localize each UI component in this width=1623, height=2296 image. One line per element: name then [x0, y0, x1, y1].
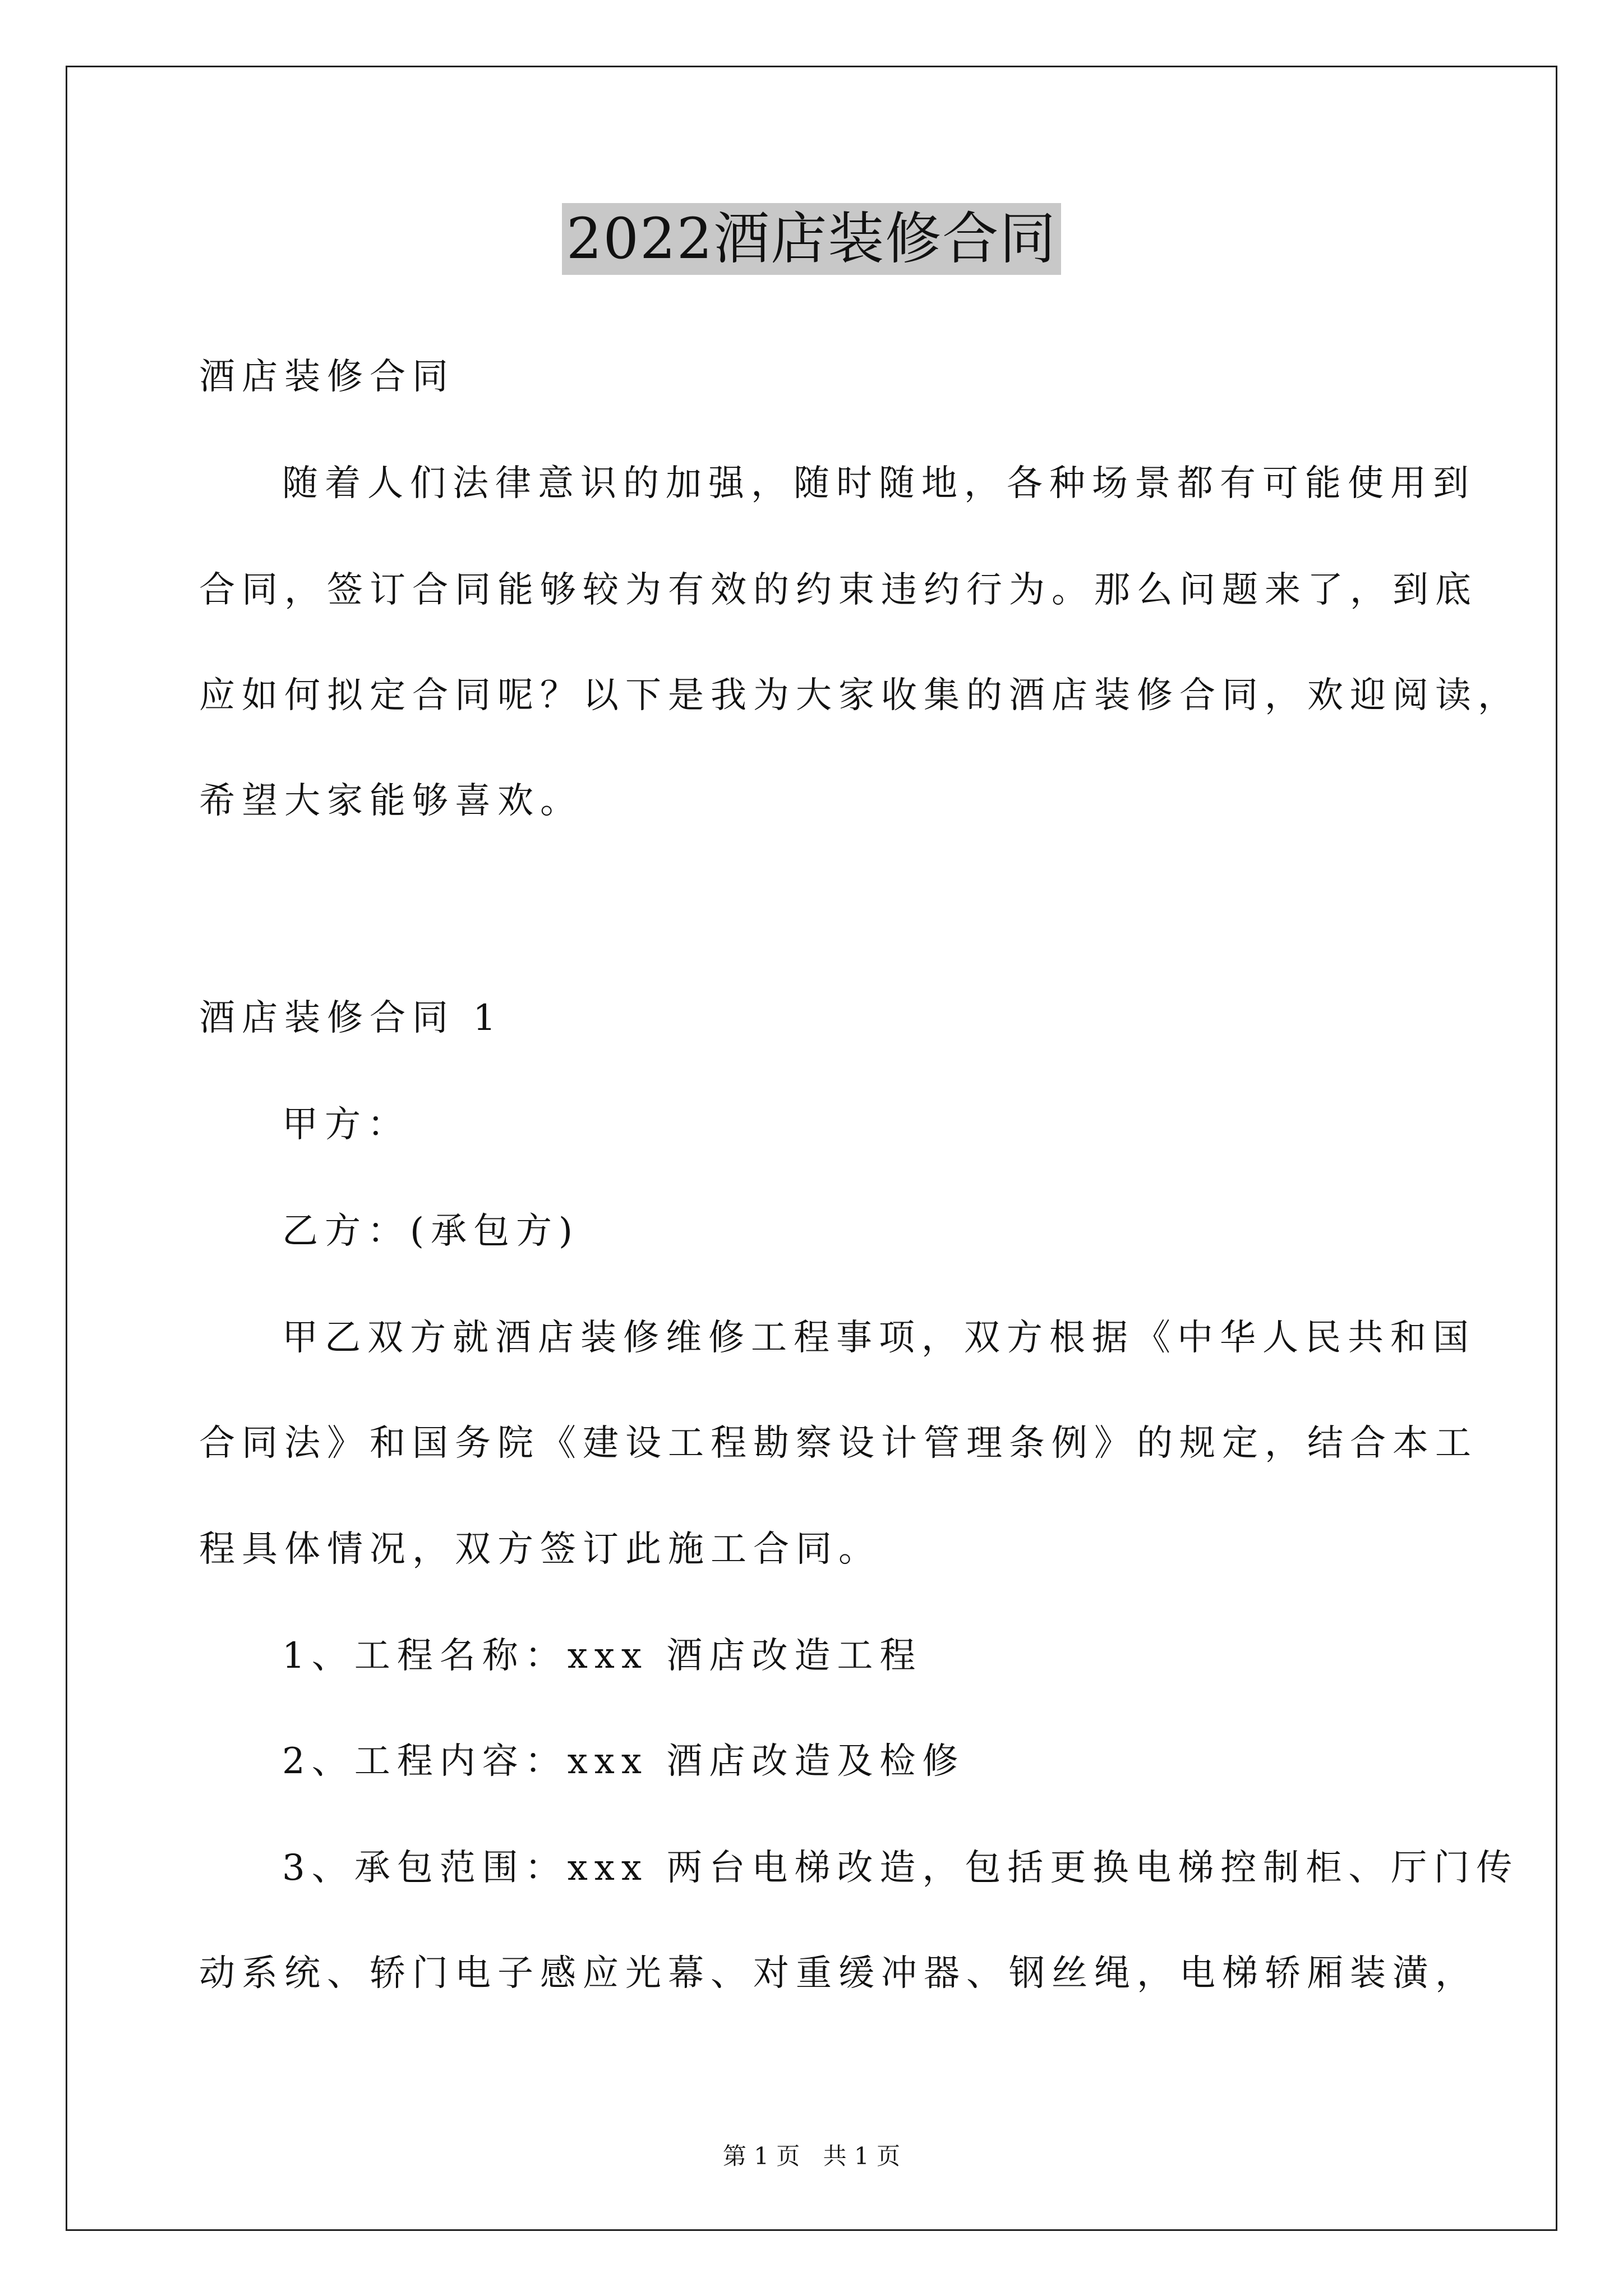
preamble-line-1: 甲乙双方就酒店装修维修工程事项，双方根据《中华人民共和国 — [282, 1317, 1476, 1359]
intro-line-4: 希望大家能够喜欢。 — [199, 780, 583, 822]
subtitle: 酒店装修合同 — [199, 356, 455, 398]
page-number: 第 1 页 — [722, 2142, 800, 2170]
party-a-line: 甲方： — [282, 1104, 410, 1145]
intro-line-3: 应如何拟定合同呢？以下是我为大家收集的酒店装修合同，欢迎阅读， — [199, 675, 1520, 716]
section-heading: 酒店装修合同 1 — [199, 997, 503, 1039]
intro-line-1: 随着人们法律意识的加强，随时随地，各种场景都有可能使用到 — [282, 463, 1476, 504]
preamble-line-2: 合同法》和国务院《建设工程勘察设计管理条例》的规定，结合本工 — [199, 1423, 1478, 1464]
item-2: 2、工程内容：xxx 酒店改造及检修 — [282, 1741, 965, 1782]
item-1: 1、工程名称：xxx 酒店改造工程 — [282, 1635, 923, 1677]
document-title: 2022酒店装修合同 — [562, 203, 1062, 275]
title-container — [0, 203, 1623, 275]
preamble-line-3: 程具体情况，双方签订此施工合同。 — [199, 1529, 881, 1570]
party-b-line: 乙方：(承包方) — [282, 1211, 579, 1252]
item-3-line-1: 3、承包范围：xxx 两台电梯改造，包括更换电梯控制柜、厅门传 — [282, 1847, 1519, 1889]
item-3-line-2: 动系统、轿门电子感应光幕、对重缓冲器、钢丝绳，电梯轿厢装潢， — [199, 1953, 1478, 1994]
intro-line-2: 合同，签订合同能够较为有效的约束违约行为。那么问题来了，到底 — [199, 569, 1478, 611]
page-footer — [0, 2142, 1623, 2171]
page-total: 共 1 页 — [823, 2142, 901, 2170]
